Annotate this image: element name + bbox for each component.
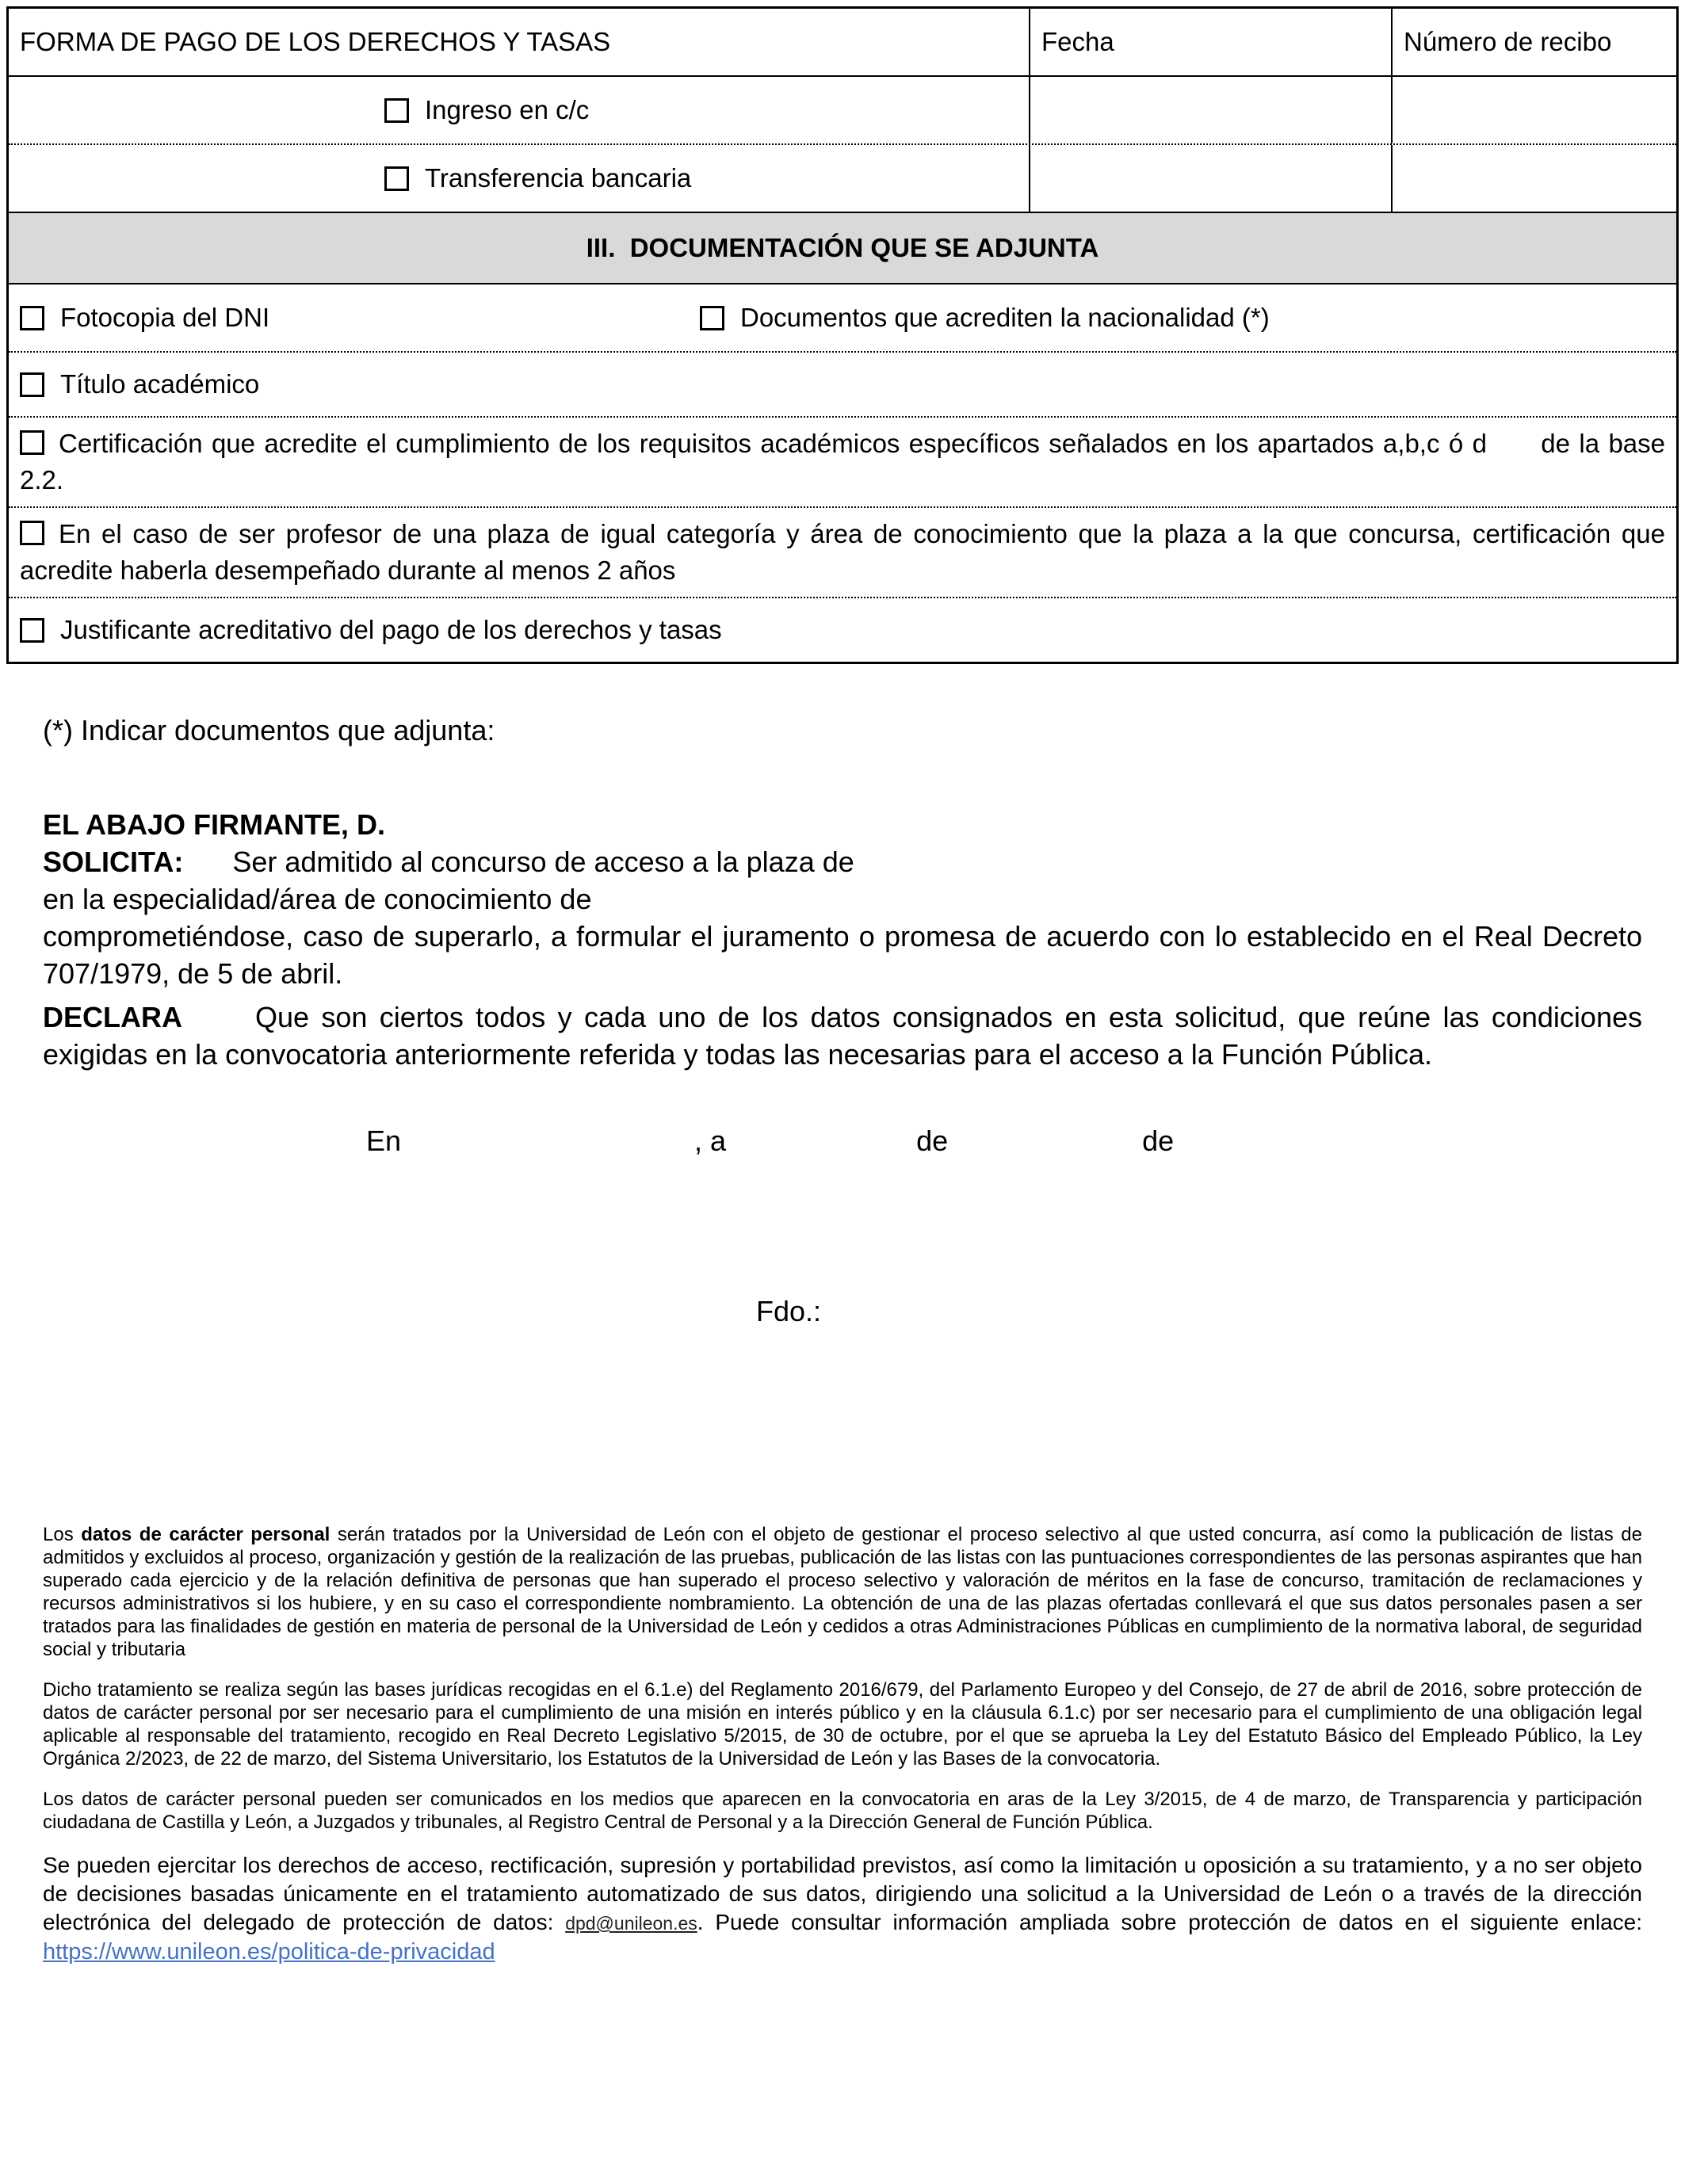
ingreso-checkbox[interactable] [384, 98, 409, 123]
transferencia-option [9, 145, 1030, 212]
solicita-text: Ser admitido al concurso de acceso a la plaza de [232, 846, 854, 878]
payment-header-row [9, 9, 1676, 77]
payment-option-row-transferencia [9, 143, 1676, 212]
profesor-label: En el caso de ser profesor de una plaza de igual categoría y área de conocimiento que la plaza a la que concursa, certificación que acredite haberla desempeñado durante al menos 2 años [20, 519, 1665, 585]
privacy-p4-mid: . Puede consultar información ampliada sobre protección de datos en el siguiente enlace: [697, 1910, 1642, 1934]
certificacion-label: Certificación que acredite el cumplimiento de los requisitos académicos específicos señalados en los apartados a,b,c ó d de la base 2.2. [20, 429, 1665, 494]
nacionalidad-label: Documentos que acrediten la nacionalidad (*) [740, 303, 1270, 332]
solicita-label: SOLICITA: [43, 846, 184, 878]
dni-item [20, 303, 700, 333]
nacionalidad-item [700, 303, 1665, 333]
dni-label: Fotocopia del DNI [60, 303, 270, 332]
date-a: , a [694, 1124, 727, 1157]
indicar-note: (*) Indicar documentos que adjunta: [43, 714, 495, 746]
privacy-notice [43, 1523, 1642, 1966]
payment-option-row-ingreso [9, 77, 1676, 143]
dpd-email-link[interactable]: dpd@unileon.es [565, 1913, 697, 1934]
ingreso-label: Ingreso en c/c [425, 95, 590, 124]
section-documentacion-title: III. DOCUMENTACIÓN QUE SE ADJUNTA [586, 233, 1099, 262]
solicita-line [43, 843, 1642, 880]
fdo-label: Fdo.: [756, 1295, 822, 1327]
recibo-cell-ingreso[interactable] [1393, 77, 1676, 143]
firmante-line: EL ABAJO FIRMANTE, D. [43, 808, 386, 841]
privacy-p4-text: Se pueden ejercitar los derechos de acceso, rectificación, supresión y portabilidad previstos, así como la limitación u oposición a su tratamiento, y a no ser objeto de decisiones basadas únicamente en el tratamiento automatizado de sus datos, dirigiendo una solicitud a la Universidad de León o a través de la dirección electrónica del delegado de protección de datos: [43, 1853, 1642, 1934]
doc-row-justificante [9, 597, 1676, 662]
doc-row-profesor [9, 506, 1676, 597]
privacy-policy-link[interactable]: https://www.unileon.es/politica-de-privacidad [43, 1939, 495, 1964]
certificacion-checkbox[interactable] [20, 430, 44, 455]
recibo-column-header: Número de recibo [1404, 27, 1612, 56]
privacy-p1-prefix: Los [43, 1524, 82, 1545]
transferencia-checkbox[interactable] [384, 166, 409, 191]
declara-paragraph [43, 998, 1642, 1073]
date-de2: de [1142, 1124, 1175, 1157]
privacy-paragraph-4 [43, 1851, 1642, 1966]
doc-row-dni-nacionalidad [9, 284, 1676, 351]
date-line [43, 1122, 1642, 1159]
declara-label: DECLARA [43, 1001, 182, 1033]
nacionalidad-checkbox[interactable] [700, 306, 724, 330]
privacy-p1-bold: datos de carácter personal [81, 1524, 331, 1545]
recibo-cell-transferencia[interactable] [1393, 145, 1676, 212]
date-de1: de [916, 1124, 949, 1157]
dni-checkbox[interactable] [20, 306, 44, 330]
privacy-p1-rest: serán tratados por la Universidad de León con el objeto de gestionar el proceso selectivo al que usted concurra, así como la publicación de listas de admitidos y excluidos al proceso, organización y gestión de la realización de las pruebas, publicación de las listas con las puntuaciones correspondientes de las personas aspirantes que han superado cada ejercicio y de la relación definitiva de personas que han superado el proceso selectivo y valoración de méritos en la fase de concurso, tramitación de reclamaciones y recursos administrativos si los hubiere, y en su caso el correspondiente nombramiento. La obtención de una de las plazas ofertadas conllevará el que sus datos personales pasen a ser tratados para las finalidades de gestión en materia de personal de la Universidad de León y cedidos a otras Administraciones Públicas en cumplimiento de la normativa laboral, de seguridad social y tributaria [43, 1524, 1642, 1660]
payment-title: FORMA DE PAGO DE LOS DERECHOS Y TASAS [9, 9, 1030, 75]
profesor-checkbox[interactable] [20, 521, 44, 545]
privacy-paragraph-2: Dicho tratamiento se realiza según las bases jurídicas recogidas en el 6.1.e) del Reglamento 2016/679, del Parlamento Europeo y del Consejo, de 27 de abril de 2016, sobre protección de datos de carácter personal por ser necesario para el cumplimiento de una misión en interés público y en la cláusula 6.1.c) por ser necesario para el cumplimiento de una obligación legal aplicable al responsable del tratamiento, recogido en Real Decreto Legislativo 5/2015, de 30 de octubre, por el que se aprueba la Ley del Estatuto Básico del Empleado Público, la Ley Orgánica 2/2023, de 22 de marzo, del Sistema Universitario, los Estatutos de la Universidad de León y las Bases de la convocatoria. [43, 1679, 1642, 1770]
declara-text: Que son ciertos todos y cada uno de los datos consignados en esta solicitud, que reúne las condiciones exigidas en la convocatoria anteriormente referida y todas las necesarias para el acceso a la Función Pública. [43, 1001, 1642, 1071]
especialidad-line: en la especialidad/área de conocimiento de [43, 883, 592, 915]
fecha-cell-transferencia[interactable] [1030, 145, 1393, 212]
titulo-label: Título académico [60, 369, 260, 399]
fecha-cell-ingreso[interactable] [1030, 77, 1393, 143]
titulo-checkbox[interactable] [20, 372, 44, 397]
date-en: En [366, 1124, 402, 1157]
justificante-checkbox[interactable] [20, 618, 44, 643]
form-body [43, 712, 1642, 1330]
privacy-paragraph-1 [43, 1523, 1642, 1661]
ingreso-option [9, 77, 1030, 143]
justificante-label: Justificante acreditativo del pago de los derechos y tasas [60, 615, 722, 644]
doc-row-certificacion [9, 416, 1676, 506]
doc-row-titulo [9, 351, 1676, 416]
compromiso-paragraph: comprometiéndose, caso de superarlo, a formular el juramento o promesa de acuerdo con lo establecido en el Real Decreto 707/1979, de 5 de abril. [43, 920, 1642, 990]
section-documentacion-header [9, 212, 1676, 284]
privacy-paragraph-3: Los datos de carácter personal pueden ser comunicados en los medios que aparecen en la convocatoria en aras de la Ley 3/2015, de 4 de marzo, de Transparencia y participación ciudadana de Castilla y León, a Juzgados y tribunales, al Registro Central de Personal y a la Dirección General de Función Pública. [43, 1789, 1642, 1833]
transferencia-label: Transferencia bancaria [425, 163, 692, 193]
payment-documentation-table [6, 6, 1679, 664]
fecha-column-header: Fecha [1030, 9, 1393, 75]
